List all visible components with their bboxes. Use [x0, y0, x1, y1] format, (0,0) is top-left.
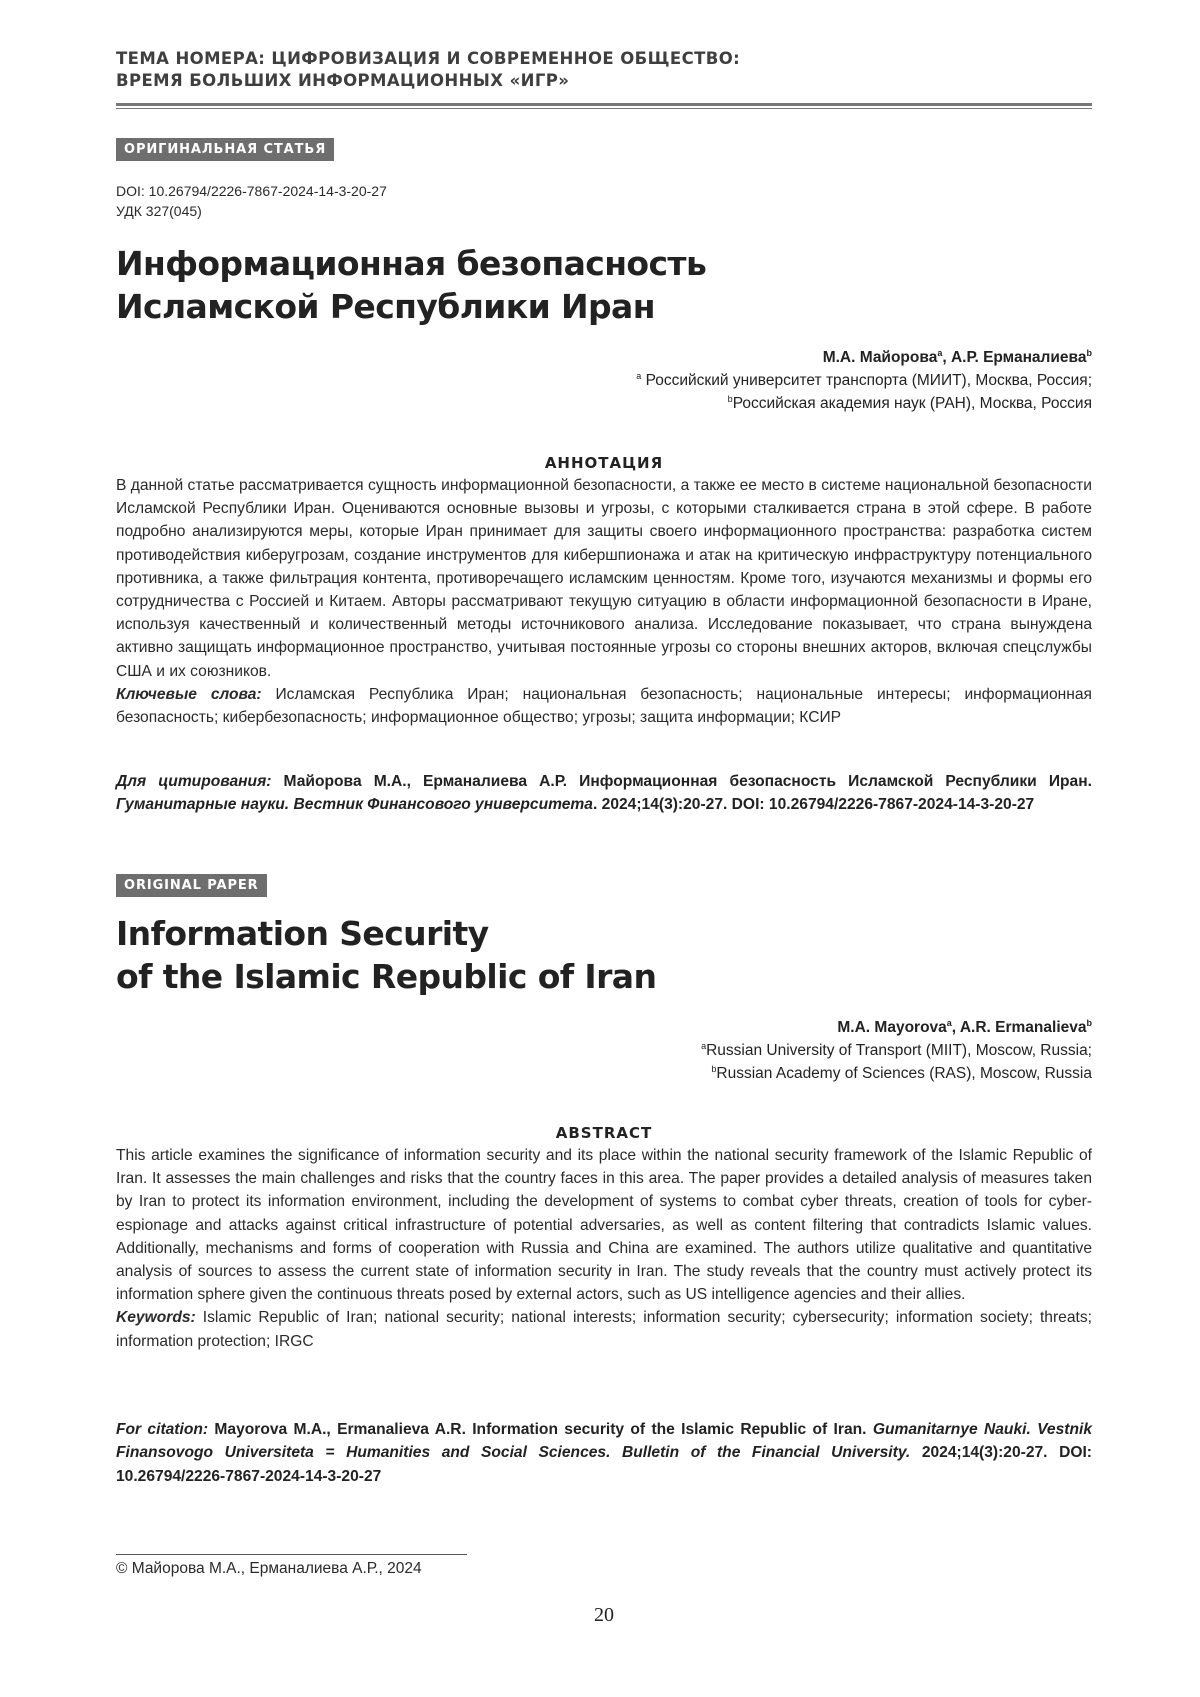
ru-abstract [116, 474, 1092, 729]
affil-marker-b: b [711, 1063, 717, 1074]
doi: DOI: 10.26794/2226-7867-2024-14-3-20-27 [116, 183, 387, 199]
affil-marker-a: a [937, 347, 943, 358]
en-author-1: M.A. Mayorova [837, 1019, 947, 1036]
ru-keywords [116, 683, 1092, 729]
ru-affiliation-b [636, 392, 1092, 415]
article-identifiers [116, 181, 387, 221]
issue-theme-line-2: ВРЕМЯ БОЛЬШИХ ИНФОРМАЦИОННЫХ «ИГР» [116, 71, 570, 90]
en-citation-tail: 2024;14(3):20-27. DOI: 10.26794/2226-7867-2024-14-3-20-27 [116, 1444, 1092, 1485]
ru-keywords-text: Исламская Республика Иран; национальная безопасность; национальные интересы; информационная безопасность; кибербезопасность; информационное общество; угрозы; защита информации; КСИР [116, 685, 1092, 727]
ru-affiliation-a-text: Российский университет транспорта (МИИТ), Москва, Россия; [645, 372, 1092, 389]
udk: УДК 327(045) [116, 203, 202, 219]
en-keywords-label: Keywords: [116, 1309, 196, 1327]
affil-marker-b: b [727, 393, 733, 404]
ru-affiliation-a [636, 369, 1092, 392]
page-number: 20 [594, 1604, 614, 1626]
en-affiliation-b-text: Russian Academy of Sciences (RAS), Moscow, Russia [716, 1065, 1092, 1082]
ru-affiliation-b-text: Российская академия наук (РАН), Москва, Россия [732, 395, 1092, 412]
ru-author-1: М.А. Майорова [822, 349, 938, 366]
affil-marker-b: b [1086, 347, 1092, 358]
ru-title-line-1: Информационная безопасность [116, 244, 707, 283]
en-abstract-heading: ABSTRACT [555, 1124, 653, 1142]
affil-marker-b: b [1086, 1017, 1092, 1028]
ru-keywords-label: Ключевые слова: [116, 685, 262, 703]
en-citation-journal: Gumanitarnye Nauki. Vestnik Finansovogo Universiteta = Humanities and Social Sciences. Bulletin of the Financial University. [116, 1421, 1092, 1462]
affil-marker-a: a [946, 1017, 952, 1028]
affil-marker-a: a [701, 1040, 707, 1051]
ru-citation-main: Майорова М.А., Ерманалиева А.Р. Информационная безопасность Исламской Республики Иран. [283, 773, 1092, 790]
en-keywords-text: Islamic Republic of Iran; national security; national interests; information security; cybersecurity; information society; threats; information protection; IRGC [116, 1309, 1092, 1350]
ru-citation-journal: Гуманитарные науки. Вестник Финансового университета [116, 796, 593, 814]
header-rule-thin [116, 108, 1092, 109]
issue-theme-header [116, 48, 1092, 92]
en-citation [116, 1418, 1092, 1488]
ru-citation-tail: . 2024;14(3):20-27. DOI: 10.26794/2226-7867-2024-14-3-20-27 [592, 796, 1035, 814]
en-authors: M.A. Mayorova$^a$, A.R. Ermanalieva$^b$ [837, 1017, 1092, 1036]
en-title [116, 912, 656, 998]
en-affiliation-b [701, 1062, 1092, 1085]
en-affiliation-a [701, 1039, 1092, 1062]
en-citation-main: Mayorova M.A., Ermanalieva A.R. Information security of the Islamic Republic of Iran. [214, 1421, 867, 1438]
footnote-rule [116, 1554, 467, 1555]
en-affiliation-a-text: Russian University of Transport (MIIT), Moscow, Russia; [706, 1042, 1092, 1059]
en-title-line-2: of the Islamic Republic of Iran [116, 957, 657, 996]
header-rule-thick [116, 103, 1092, 106]
en-abstract [116, 1144, 1092, 1353]
copyright-notice: © Майорова М.А., Ерманалиева А.Р., 2024 [116, 1560, 422, 1577]
ru-title [116, 242, 706, 328]
affil-marker-a: a [636, 370, 642, 381]
ru-author-2: А.Р. Ерманалиева [950, 349, 1087, 366]
issue-theme-line-1: ТЕМА НОМЕРА: ЦИФРОВИЗАЦИЯ И СОВРЕМЕННОЕ ОБЩЕСТВО: [116, 49, 741, 68]
ru-authors: М.А. Майорова$^a$, А.Р. Ерманалиева$^b$ [822, 347, 1092, 366]
ru-citation [116, 770, 1092, 817]
en-article-type-badge: ORIGINAL PAPER [116, 874, 267, 897]
ru-abstract-heading: АННОТАЦИЯ [544, 454, 664, 472]
en-keywords [116, 1306, 1092, 1352]
ru-citation-label: Для цитирования: [116, 773, 272, 790]
en-author-2: A.R. Ermanalieva [959, 1019, 1087, 1036]
en-citation-label: For citation: [116, 1421, 209, 1438]
ru-title-line-2: Исламской Республики Иран [116, 287, 655, 326]
ru-article-type-badge: ОРИГИНАЛЬНАЯ СТАТЬЯ [116, 138, 334, 161]
en-authors-block [701, 1016, 1092, 1085]
ru-abstract-text: В данной статье рассматривается сущность информационной безопасности, а также ее место в системе национальной безопасности Исламской Республики Иран. Оцениваются основные вызовы и угрозы, с которыми сталкивается страна в этой сфере. В работе подробно анализируются меры, которые Иран принимает для защиты своего информационного пространства: разработка систем противодействия киберугрозам, создание инструментов для кибершпионажа и атак на критическую инфраструктуру потенциального противника, а также фильтрация контента, противоречащего исламским ценностям. Кроме того, изучаются механизмы и формы его сотрудничества с Россией и Китаем. Авторы рассматривают текущую ситуацию в области информационной безопасности в Иране, используя качественный и количественный методы источникового анализа. Исследование показывает, что страна вынуждена активно защищать информационное пространство, учитывая постоянные угрозы со стороны внешних акторов, включая спецслужбы США и их союзников. [116, 477, 1092, 680]
ru-authors-block [636, 346, 1092, 415]
en-abstract-text: This article examines the significance of information security and its place within the national security framework of the Islamic Republic of Iran. It assesses the main challenges and risks that the country faces in this area. The paper provides a detailed analysis of measures taken by Iran to protect its information environment, including the development of systems to combat cyber threats, creation of tools for cyber-espionage and attacks against critical infrastructure of potential adversaries, as well as content filtering that contradicts Islamic values. Additionally, mechanisms and forms of cooperation with Russia and China are examined. The authors utilize qualitative and quantitative analysis of sources to assess the current state of information security in Iran. The study reveals that the country must actively protect its information sphere given the continuous threats posed by external actors, such as US intelligence agencies and their allies. [116, 1147, 1092, 1304]
en-title-line-1: Information Security [116, 914, 489, 953]
